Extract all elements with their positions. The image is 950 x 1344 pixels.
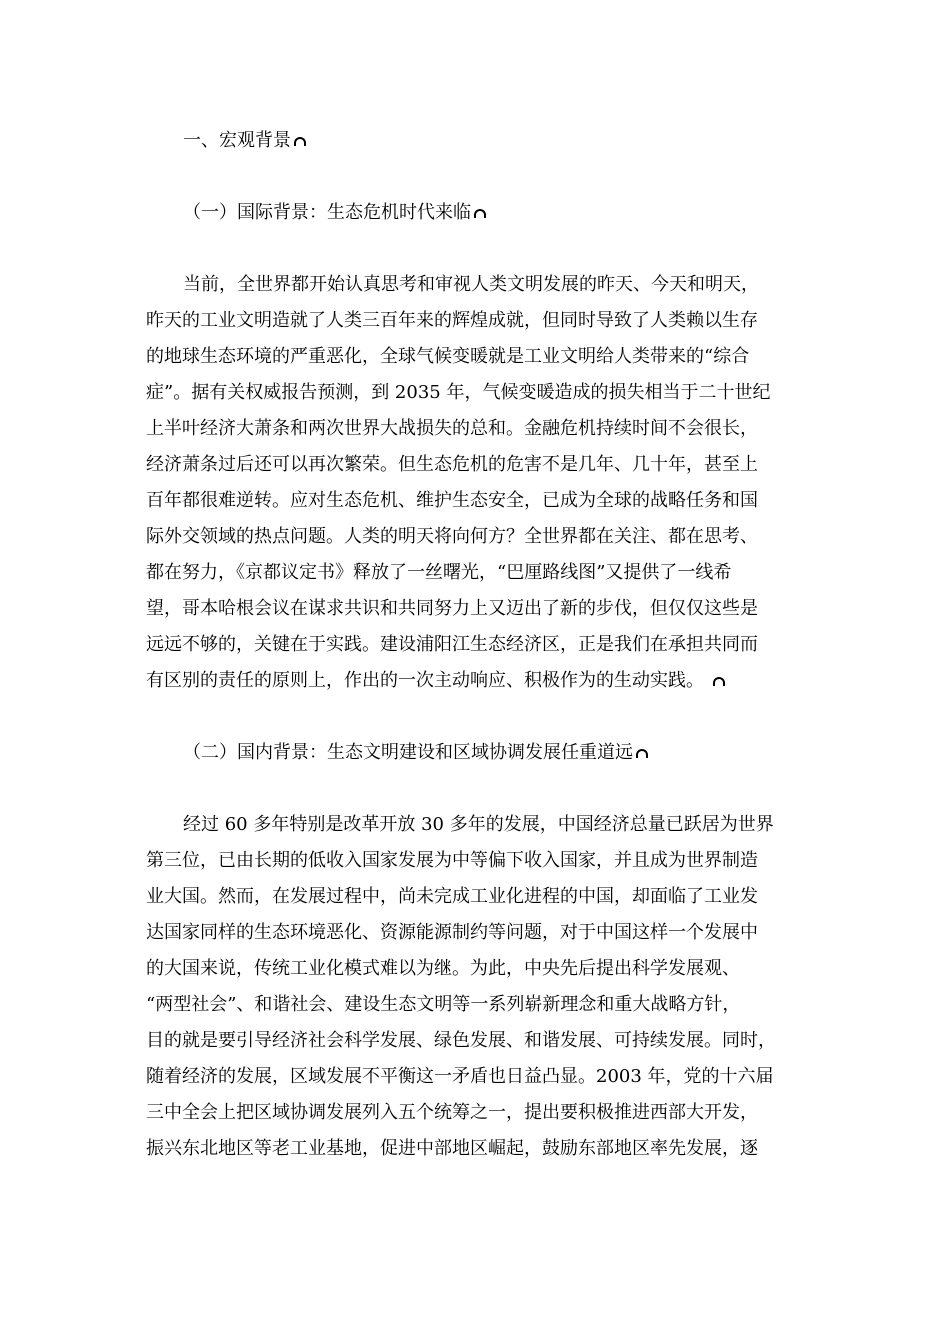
text-line: 达国家同样的生态环境恶化、资源能源制约等问题，对于中国这样一个发展中	[146, 922, 758, 943]
paragraph-mark-icon	[473, 206, 487, 218]
subsection-heading-domestic	[183, 741, 649, 765]
subsection-heading-international	[183, 201, 487, 225]
text-line: 振兴东北地区等老工业基地，促进中部地区崛起，鼓励东部地区率先发展，逐	[146, 1138, 758, 1159]
text-line: 当前，全世界都开始认真思考和审视人类文明发展的昨天、今天和明天，	[183, 274, 759, 295]
text-line: “两型社会”、和谐社会、建设生态文明等一系列崭新理念和重大战略方针，	[146, 994, 741, 1015]
text-line: 远远不够的，关键在于实践。建设浦阳江生态经济区，正是我们在承担共同而	[146, 634, 758, 655]
text-line-last	[146, 669, 726, 693]
heading-text: （一）国际背景：生态危机时代来临	[183, 202, 471, 223]
text-line: 际外交领域的热点问题。人类的明天将向何方？全世界都在关注、都在思考、	[146, 526, 758, 547]
text-line: 业大国。然而，在发展过程中，尚未完成工业化进程的中国，却面临了工业发	[146, 886, 758, 907]
text-line: 随着经济的发展，区域发展不平衡这一矛盾也日益凸显。2003 年，党的十六届	[146, 1066, 774, 1087]
text-line: 的地球生态环境的严重恶化，全球气候变暖就是工业文明给人类带来的“综合	[146, 346, 750, 367]
text-line: 昨天的工业文明造就了人类三百年来的辉煌成就，但同时导致了人类赖以生存	[146, 310, 758, 331]
section-heading-macro-background	[183, 129, 307, 153]
paragraph-mark-icon	[635, 746, 649, 758]
heading-text: 一、宏观背景	[183, 130, 291, 151]
text-line: 症”。据有关权威报告预测，到 2035 年，气候变暖造成的损失相当于二十世纪	[146, 382, 771, 403]
paragraph-mark-icon	[293, 134, 307, 146]
text-line: 上半叶经济大萧条和两次世界大战损失的总和。金融危机持续时间不会很长，	[146, 418, 758, 439]
text-line: 经过 60 多年特别是改革开放 30 多年的发展，中国经济总量已跃居为世界	[183, 814, 774, 835]
heading-text: （二）国内背景：生态文明建设和区域协调发展任重道远	[183, 742, 633, 763]
text-line: 都在努力，《京都议定书》释放了一丝曙光，“巴厘路线图”又提供了一线希	[146, 562, 732, 583]
text-line: 经济萧条过后还可以再次繁荣。但生态危机的危害不是几年、几十年，甚至上	[146, 454, 758, 475]
text-line: 望，哥本哈根会议在谋求共识和共同努力上又迈出了新的步伐，但仅仅这些是	[146, 598, 758, 619]
text-line: 有区别的责任的原则上，作出的一次主动响应、积极作为的生动实践。	[146, 670, 704, 691]
paragraph-mark-icon	[712, 674, 726, 686]
text-line: 的大国来说，传统工业化模式难以为继。为此，中央先后提出科学发展观、	[146, 958, 740, 979]
text-line: 百年都很难逆转。应对生态危机、维护生态安全，已成为全球的战略任务和国	[146, 490, 758, 511]
text-line: 目的就是要引导经济社会科学发展、绿色发展、和谐发展、可持续发展。同时，	[146, 1030, 776, 1051]
text-line: 三中全会上把区域协调发展列入五个统筹之一，提出要积极推进西部大开发，	[146, 1102, 758, 1123]
text-line: 第三位，已由长期的低收入国家发展为中等偏下收入国家，并且成为世界制造	[146, 850, 758, 871]
